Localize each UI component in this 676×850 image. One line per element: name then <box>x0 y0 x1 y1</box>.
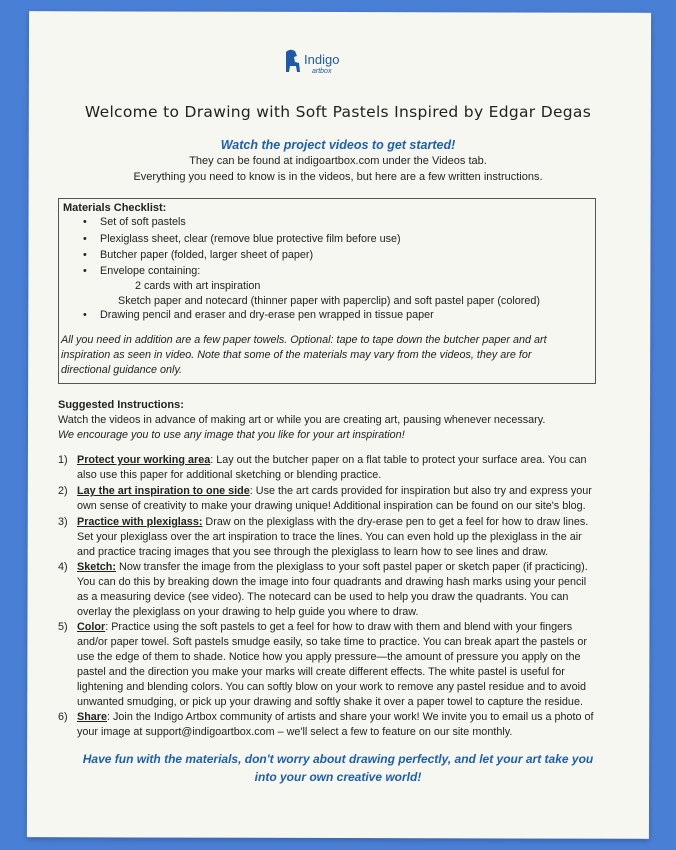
closing-line-1: Have fun with the materials, don't worry about drawing perfectly, and let your art take you <box>82 752 594 766</box>
step-heading: Protect your working area <box>77 454 211 466</box>
step-text: Draw on the plexiglass with the dry-erase pen to get a feel for how to draw lines. <box>202 516 589 528</box>
suggested-line-2: We encourage you to use any image that you like for your art inspiration! <box>58 429 405 441</box>
materials-item: Envelope containing: <box>100 265 201 277</box>
step-text: use the edge of them to shade. Notice how you apply pressure—the amount of pressure you apply on the <box>77 651 581 663</box>
step-heading: Color <box>77 621 106 633</box>
step-number: 1) <box>58 454 68 466</box>
bullet: • <box>83 249 87 261</box>
watch-videos-heading: Watch the project videos to get started! <box>220 138 456 152</box>
brand-name: Indigo <box>304 52 340 67</box>
page-title: Welcome to Drawing with Soft Pastels Inspired by Edgar Degas <box>84 103 592 121</box>
step-6-line <box>77 711 594 723</box>
bullet: • <box>83 309 87 321</box>
step-heading: Lay the art inspiration to one side <box>77 485 250 497</box>
step-text: and/or paper towel. Soft pastels smudge easily, so take time to practice. You can break apart the pastels or <box>77 636 587 648</box>
step-text: : Lay out the butcher paper on a flat table to protect your surface area. You can <box>210 454 587 466</box>
step-number: 3) <box>58 516 68 528</box>
step-text: as a measuring device (see video). The notecard can be used to help you draw the quadrants. You can <box>77 591 569 603</box>
materials-item: Plexiglass sheet, clear (remove blue protective film before use) <box>100 233 401 245</box>
materials-item: Butcher paper (folded, larger sheet of paper) <box>100 249 314 261</box>
step-text: own sense of creativity to make your drawing unique! Additional inspiration can be found on our site's blog. <box>77 500 586 512</box>
step-text: Now transfer the image from the plexiglass to your soft pastel paper or sketch paper (if practicing). <box>116 561 588 573</box>
step-3-line <box>77 516 588 528</box>
step-text: : Practice using the soft pastels to get a feel for how to draw with them and blend with your fingers <box>105 621 573 633</box>
suggested-line-1: Watch the videos in advance of making art or while you are creating art, pausing whenever necessary. <box>58 414 546 426</box>
step-heading: Sketch: <box>77 561 117 573</box>
materials-item: Drawing pencil and eraser and dry-erase pen wrapped in tissue paper <box>100 309 434 321</box>
step-text: overlay the plexiglass on your drawing to help guide you where to draw. <box>77 606 419 618</box>
step-text: and practice tracing images that you see through the plexiglass to learn how to see lines and draw. <box>77 546 549 558</box>
step-5-line <box>77 621 572 633</box>
step-number: 6) <box>58 711 68 723</box>
step-text: Set your plexiglass over the art inspiration to trace the lines. You can even hold up the plexiglass in the air <box>77 531 582 543</box>
materials-subitem: Sketch paper and notecard (thinner paper with paperclip) and soft pastel paper (colored) <box>118 295 540 307</box>
horse-icon <box>282 48 304 74</box>
bullet: • <box>83 233 87 245</box>
step-text: : Join the Indigo Artbox community of artists and share your work! We invite you to email us a photo of <box>107 711 594 723</box>
materials-title: Materials Checklist: <box>63 202 167 214</box>
materials-note: All you need in addition are a few paper towels. Optional: tape to tape down the butcher paper and art <box>61 334 547 346</box>
step-2-line <box>77 485 592 497</box>
step-heading: Share <box>77 711 108 723</box>
step-text: : Use the art cards provided for inspiration but also try and express your <box>249 485 592 497</box>
intro-line-1: They can be found at indigoartbox.com under the Videos tab. <box>189 155 487 167</box>
step-number: 4) <box>58 561 68 573</box>
intro-line-2: Everything you need to know is in the videos, but here are a few written instructions. <box>133 171 543 183</box>
brand-sub: artbox <box>312 68 332 75</box>
materials-subitem: 2 cards with art inspiration <box>135 280 261 292</box>
materials-item: Set of soft pastels <box>100 216 186 228</box>
step-4-line <box>77 561 588 573</box>
step-text: pastel and the direction you make your marks will create different effects. The white pastel is useful for <box>77 666 565 678</box>
bullet: • <box>83 265 87 277</box>
step-text: also use this paper for additional sketching or blending practice. <box>77 469 382 481</box>
suggested-title: Suggested Instructions: <box>58 399 184 411</box>
step-text: your image at support@indigoartbox.com – we'll select a few to feature on our site monthly. <box>77 726 513 738</box>
bullet: • <box>83 216 87 228</box>
closing-line-2: into your own creative world! <box>254 770 422 784</box>
step-text: lightening and blending colors. You can softly blow on your work to remove any pastel residue and to avoid <box>77 681 586 693</box>
materials-note: inspiration as seen in video. Note that some of the materials may vary from the videos, they are for <box>61 349 532 361</box>
step-text: unwanted smudging, or pick up your drawing and softly shake it over a paper towel to capture the residue. <box>77 696 583 708</box>
step-number: 5) <box>58 621 68 633</box>
logo <box>282 48 342 88</box>
step-1-line <box>77 454 587 466</box>
step-number: 2) <box>58 485 68 497</box>
step-text: You can do this by breaking down the image into four quadrants and drawing hash marks using your pencil <box>77 576 587 588</box>
step-heading: Practice with plexiglass: <box>77 516 203 528</box>
materials-note: directional guidance only. <box>61 364 183 376</box>
